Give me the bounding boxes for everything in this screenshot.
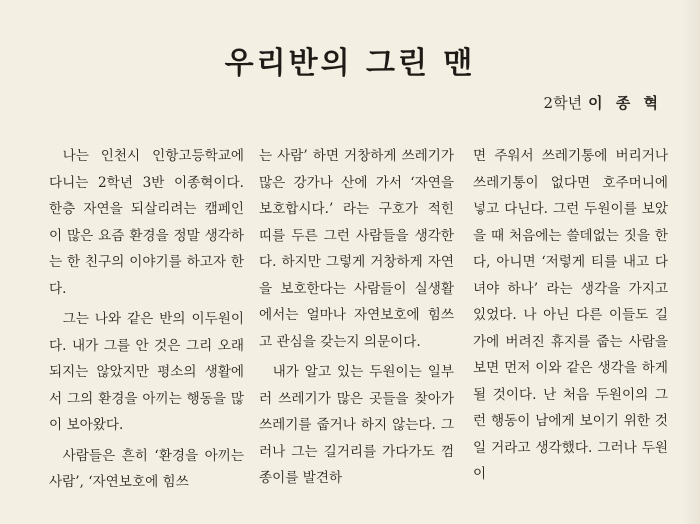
paragraph: 면 주워서 쓰레기통에 버리거나 쓰레기통이 없다면 호주머니에 넣고 다닌다. 그런 두원이를 보았을 때 처음에는 쓸데없는 짓을 한다, 아니면 ‘저렇게 티를 내고 다녀야 하나’ 라는 생각을 가지고 있었다. 나 아닌 다른 이들도 길가에 버려진 휴지를 줍는 사람을 보면 먼저 이와 같은 생각을 하게 될 것이다. 난 처음 두원이의 그런 행동이 남에게 보이기 위한 것일 거라고 생각했다. 그러나 두원이: [473, 148, 668, 482]
paragraph: 내가 알고 있는 두원이는 일부러 쓰레기가 많은 곳들을 찾아가 쓰레기를 줍거나 하지 않는다. 그러나 그는 길거리를 가다가도 껌종이를 발견하: [259, 364, 454, 486]
author-grade: 2학년: [543, 94, 583, 112]
paragraph: 사람들은 흔히 ‘환경을 아끼는 사람’, ‘자연보호에 힘쓰: [49, 447, 244, 490]
paragraph: 나는 인천시 인항고등학교에 다니는 2학년 3반 이종혁이다. 한층 자연을 되살리려는 캠페인이 많은 요즘 환경을 정말 생각하는 한 친구의 이야기를 하고자 한다.: [49, 148, 244, 297]
article-column-1: [49, 143, 244, 496]
paragraph: 는 사람’ 하면 거창하게 쓰레기가 많은 강가나 산에 가서 ‘자연을 보호합시다.’ 라는 구호가 적힌 띠를 두른 그런 사람들을 생각한다. 하지만 그렇게 거창하게 자연을 보호한다는 사람들이 실생활에서는 얼마나 자연보호에 힘쓰고 관심을 갖는지 의문이다.: [259, 148, 454, 350]
article-column-3: [473, 143, 668, 488]
byline: [544, 92, 662, 113]
article-title: 우리반의 그린 맨: [224, 46, 476, 81]
author-name: 이 종 혁: [588, 94, 662, 112]
page-edge-shadow: [682, 0, 700, 524]
article-column-2: [259, 143, 454, 492]
paragraph: 그는 나와 같은 반의 이두원이다. 내가 그를 안 것은 그리 오래 되지는 않았지만 평소의 생활에서 그의 환경을 아끼는 행동을 많이 보아왔다.: [49, 311, 244, 433]
